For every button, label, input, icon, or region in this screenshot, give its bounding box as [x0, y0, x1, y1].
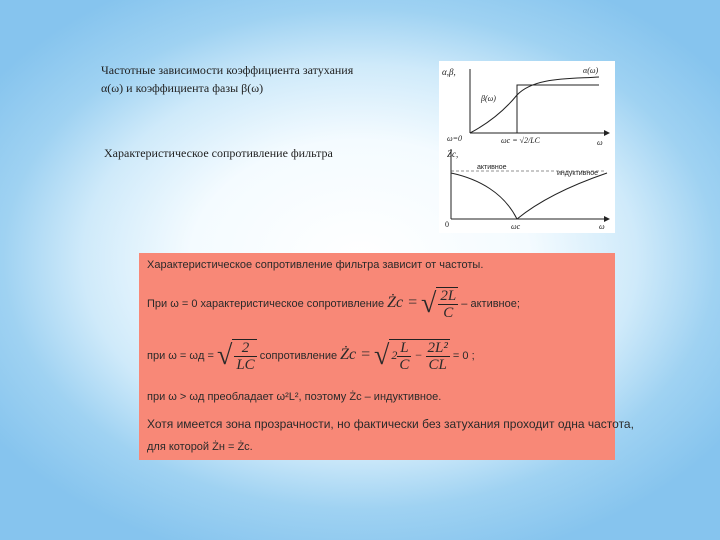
line3-pre: при ω = ωд = — [147, 349, 214, 362]
line3-zc: Żc = — [340, 345, 371, 363]
inductive-curve — [517, 173, 607, 219]
line2-sqrt: √ $\frac{2L}{C}$ — [421, 288, 457, 321]
active-curve — [451, 173, 517, 219]
alpha-curve — [470, 85, 599, 133]
panel-line-1: Характеристическое сопротивление фильтра зависит от частоты. — [147, 259, 484, 271]
line3-a-num: L — [397, 340, 411, 357]
panel-line-5: Хотя имеется зона прозрачности, но фактически без затухания проходит одна частота, — [147, 417, 634, 431]
line3-b-den: CL — [428, 357, 447, 373]
top-x-arrow — [604, 130, 610, 136]
panel-line-2 — [147, 287, 520, 321]
line2-num: 2L — [440, 288, 457, 304]
line2-den: C — [443, 305, 454, 321]
bottom-omega-label: ω — [599, 222, 605, 231]
beta-label: β(ω) — [481, 94, 496, 103]
line3-b-num: 2L² — [427, 340, 448, 356]
panel-line-4: при ω > ωд преобладает ω²L², поэтому Żc – индуктивное. — [147, 391, 442, 403]
line2-pre: При ω = 0 характеристическое сопротивление — [147, 297, 385, 310]
line3-a-den: C — [399, 357, 410, 373]
line3-sqrt-2: √ 2 $\frac{L}{C}$ − $\frac{\text{2L²}}{CL}$ — [374, 340, 448, 373]
explanation-panel — [139, 253, 634, 460]
caption-line-3: Характеристическое сопротивление фильтра — [104, 146, 333, 160]
cutoff-label: ωc = √2/LC — [501, 136, 540, 145]
bottom-cutoff-label: ωc — [511, 222, 521, 231]
line3-num: 2 — [234, 340, 256, 357]
line2-post: – активное; — [461, 297, 520, 310]
alpha-label: α(ω) — [583, 66, 599, 75]
inductive-label: индуктивное — [557, 170, 598, 177]
caption-line-1: Частотные зависимости коэффициента затухания — [101, 63, 354, 77]
caption-line-2: α(ω) и коэффициента фазы β(ω) — [101, 81, 264, 95]
omega-axis-label: ω — [597, 138, 603, 147]
graph-caption — [101, 61, 353, 97]
active-label: активное — [477, 164, 507, 171]
line3-sqrt-1: √ $\frac{2}{LC}$ — [216, 340, 255, 373]
line3-mid: сопротивление — [259, 349, 338, 362]
line2-zc: Żc = — [387, 293, 418, 311]
bottom-axis-label: Zc, — [447, 149, 459, 159]
frequency-graph — [439, 61, 615, 233]
bottom-x-arrow — [604, 216, 610, 222]
line3-den: LC — [236, 357, 255, 373]
panel-line-6: для которой Żн = Żc. — [147, 441, 253, 453]
panel-line-3 — [147, 339, 475, 373]
line3-post: = 0 ; — [452, 349, 475, 362]
top-axis-label: α,β, — [442, 67, 456, 77]
origin-label: ω=0 — [447, 134, 463, 143]
zero-label: 0 — [445, 220, 449, 229]
